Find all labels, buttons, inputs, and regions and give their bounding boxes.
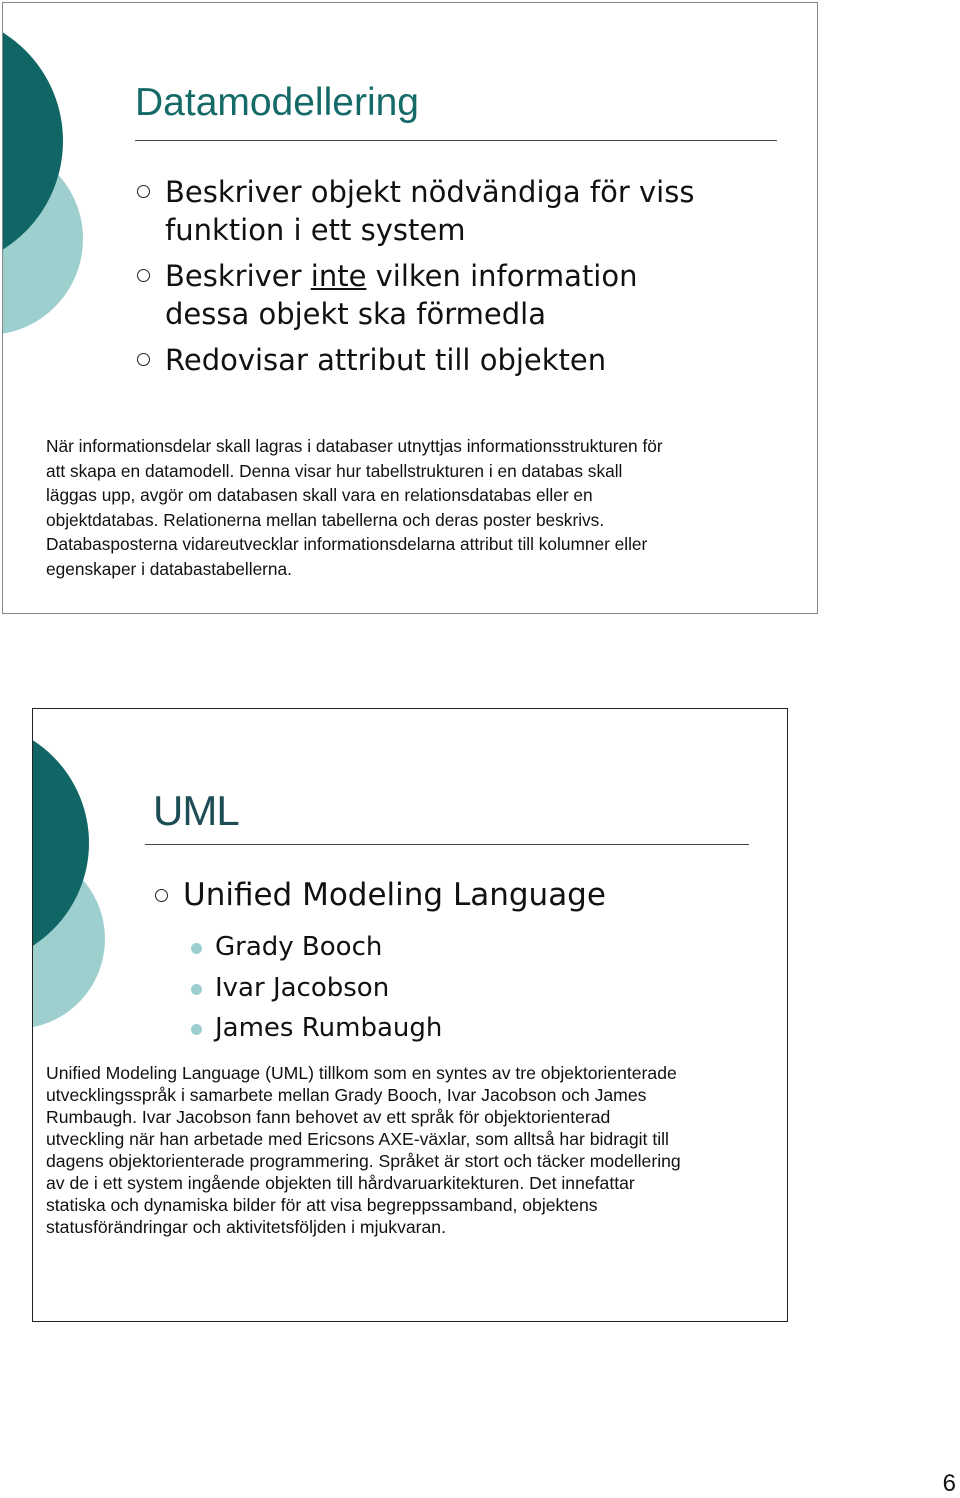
bullet-line: dessa objekt ska förmedla [165,297,546,331]
slide-title: Datamodellering [135,81,419,124]
slide-notes [46,1062,786,1238]
sub-bullet-item [191,968,691,1009]
circle-bullet-icon [137,185,150,198]
underlined-word: inte [310,259,367,293]
notes-line: När informationsdelar skall lagras i databaser utnyttjas informationsstrukturen för [46,436,663,456]
notes-line: utveckling när han arbetade med Ericsons AXE-växlar, som alltså har bidragit till [46,1129,669,1149]
dot-bullet-icon [191,1024,202,1035]
sub-bullet-text: Ivar Jacobson [215,972,390,1003]
bullet-item [135,341,795,379]
bullet-list [153,875,753,1043]
page-number: 6 [942,1470,956,1497]
notes-line: läggas upp, avgör om databasen skall vara en relationsdatabas eller en [46,485,593,506]
notes-line: Databasposterna vidareutvecklar informationsdelarna attribut till kolumner eller [46,534,648,555]
bullet-text: Beskriver [165,259,311,293]
circle-bullet-icon [137,353,150,366]
notes-line: dagens objektorienterade programmering. Språket är stort och täcker modellering [46,1151,681,1171]
bullet-item [135,257,795,333]
notes-line: utvecklingsspråk i samarbete mellan Grady Booch, Ivar Jacobson och James [46,1085,647,1105]
title-divider [145,844,749,845]
sub-bullet-text: James Rumbaugh [215,1013,443,1043]
notes-line: egenskaper i databastabellerna. [46,558,292,579]
bullet-item [135,173,795,249]
notes-line: statiska och dynamiska bilder för att visa begreppssamband, objektens [46,1195,598,1215]
slide-title: UML [153,787,239,834]
slide-decoration-circles [3,3,103,343]
notes-line: statusförändringar och aktivitetsföljden i mjukvaran. [46,1217,446,1237]
sub-bullet-item [191,1008,691,1049]
slide-notes [46,434,776,582]
dot-bullet-icon [191,984,202,995]
notes-line: av de i ett system ingående objekten till hårdvaruarkitekturen. Det innefattar [46,1173,635,1193]
sub-bullet-text: Grady Booch [215,932,383,962]
notes-line: att skapa en datamodell. Denna visar hur tabellstrukturen i en databas skall [46,460,623,481]
circle-bullet-icon [137,269,150,282]
sub-bullet-list [191,927,691,1049]
bullet-item [153,875,753,1043]
notes-line: objektdatabas. Relationerna mellan tabellerna och deras poster beskrivs. [46,509,605,530]
dot-bullet-icon [191,943,202,954]
bullet-text: vilken information [366,259,638,293]
bullet-text: Unified Modeling Language [183,877,606,913]
slide-decoration-circles [33,709,133,1049]
sub-bullet-item [191,927,691,968]
bullet-line: funktion i ett system [165,213,466,247]
bullet-line: Beskriver objekt nödvändiga för viss [165,175,695,209]
bullet-line: Redovisar attribut till objekten [165,343,607,377]
bullet-list [135,173,795,387]
notes-line: Unified Modeling Language (UML) tillkom som en syntes av tre objektorienterade [46,1063,677,1083]
notes-line: Rumbaugh. Ivar Jacobson fann behovet av ett språk för objektorienterad [46,1107,611,1127]
title-divider [135,140,777,141]
circle-bullet-icon [155,889,168,902]
